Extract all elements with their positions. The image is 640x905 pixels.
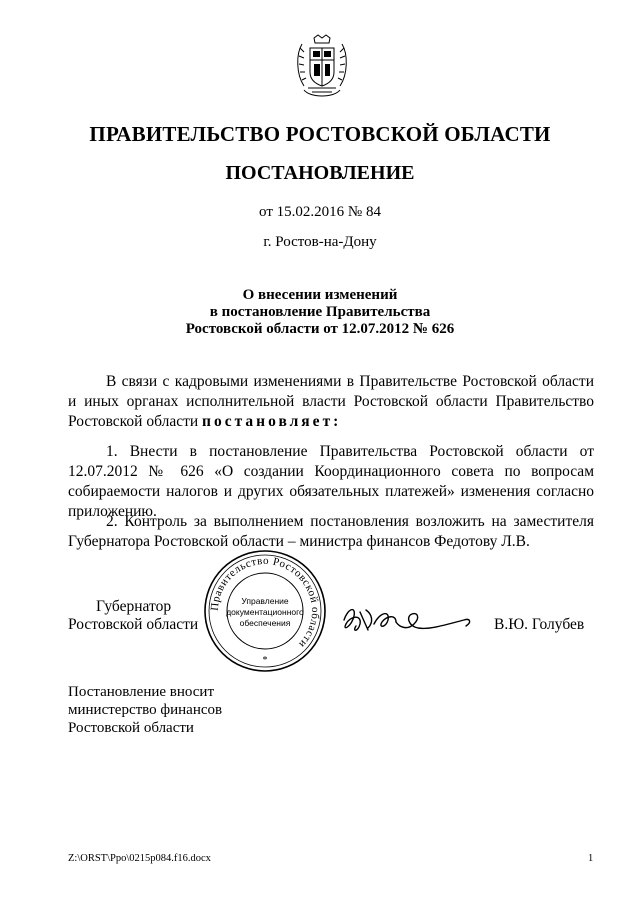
resolves-word: постановляет: [202,413,342,430]
subject-line-1: О внесении изменений [242,287,398,303]
official-stamp [202,548,328,674]
city-line: г. Ростов-на-Дону [263,234,377,250]
signer-position-line-1: Губернатор [96,598,172,615]
stamp-center-line-2: документационного [226,607,304,617]
preamble-paragraph [68,372,594,432]
clause-2-paragraph: 2. Контроль за выполнением постановления возложить на заместителя Губернатора Ростовской области – министра финансов Федотову Л.В. [68,513,594,550]
stamp-center-line-3: обеспечения [239,618,291,628]
page-number: 1 [588,853,594,864]
stamp-star: * [262,655,268,666]
footer-file-path: Z:\ORST\Ppo\0215p084.f16.docx [68,853,211,864]
document-type: ПОСТАНОВЛЕНИЕ [225,162,415,184]
stamp-center-line-1: Управление [241,596,289,606]
submission-note-line-3: Ростовской области [68,720,194,736]
handwritten-signature [338,598,478,644]
submission-note-line-1: Постановление вносит [68,684,215,700]
preamble-text: В связи с кадровыми изменениями в Правительстве Ростовской области и иных органах исполнительной власти Ростовской области Правительство Ростовской области [68,373,594,430]
date-number-line: от 15.02.2016 № 84 [259,204,381,220]
subject-line-3: Ростовской области от 12.07.2012 № 626 [185,321,455,337]
stamp-ring-text: Правительство Ростовской области [208,554,322,651]
rostov-region-coat-of-arms-icon [294,34,350,100]
submission-note-line-2: министерство финансов [68,702,223,718]
clause-1-paragraph: 1. Внести в постановление Правительства Ростовской области от 12.07.2012 № 626 «О создании Координационного совета по вопросам собираемости налогов и других обязательных платежей» изменения согласно приложению. [68,443,594,520]
signer-name: В.Ю. Голубев [494,616,585,633]
subject-line-2: в постановление Правительства [209,304,431,320]
government-name: ПРАВИТЕЛЬСТВО РОСТОВСКОЙ ОБЛАСТИ [89,122,551,146]
signer-position-line-2: Ростовской области [68,616,199,633]
